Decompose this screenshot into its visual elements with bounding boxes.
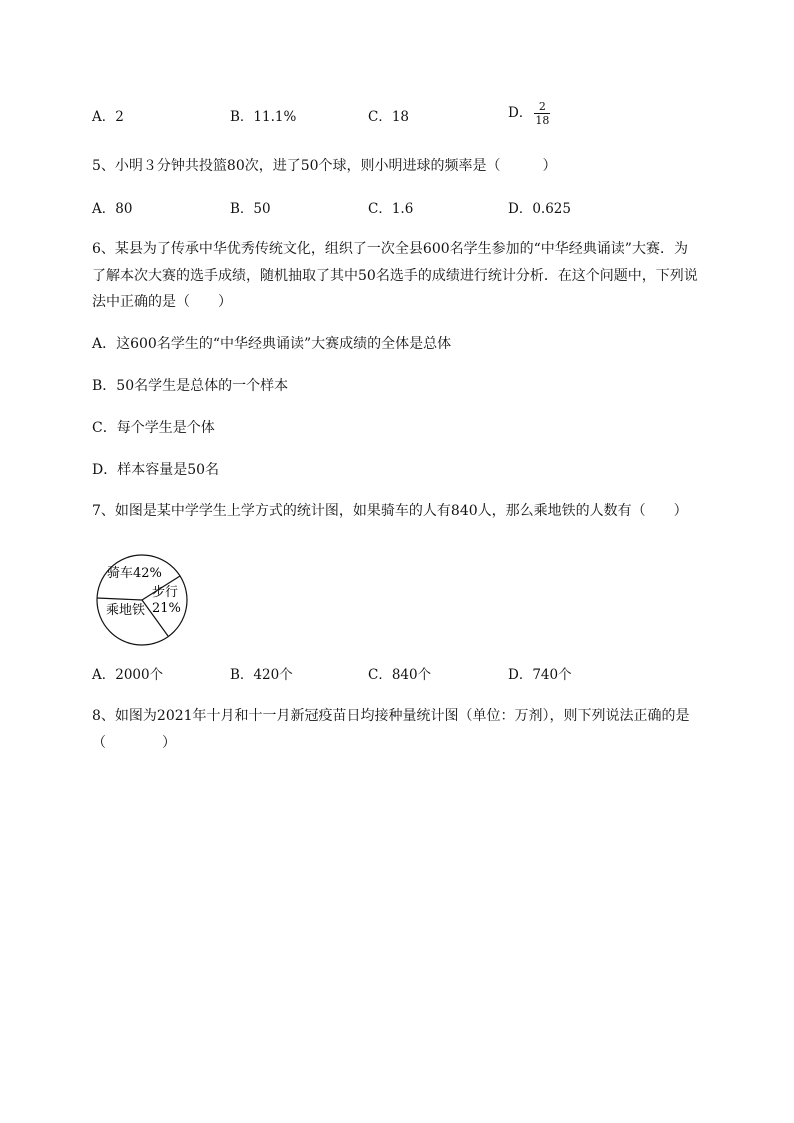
q7-option-d: D．740个 [508,667,572,683]
q6-option-d: D．样本容量是50名 [92,462,220,478]
q4-option-d-fraction [534,100,550,127]
q5-option-a: A．80 [92,201,133,217]
q4-option-a: A．2 [92,109,124,125]
q8-stem-line2: （ ） [92,735,176,751]
q5-option-d: D．0.625 [508,201,571,217]
q6-option-c: C．每个学生是个体 [92,420,215,436]
q7-option-b: B．420个 [230,667,293,683]
pie-label-bike: 骑车42% [107,566,162,581]
q4-option-d [508,100,550,127]
pie-label-walk-line1: 步行 [152,585,179,600]
q4-option-d-prefix: D． [508,105,533,121]
q5-option-b: B．50 [230,201,271,217]
transport-pie-chart [88,550,198,650]
q5-option-c: C．1.6 [368,201,414,217]
q4-option-b: B．11.1% [230,109,297,125]
q7-option-a: A．2000个 [92,667,164,683]
q4-option-c: C．18 [368,109,410,125]
q6-stem-line2: 了解本次大赛的选手成绩，随机抽取了其中50名选手的成绩进行统计分析．在这个问题中，下列说 [92,268,698,284]
q5-stem: 5、小明３分钟共投篮80次，进了50个球，则小明进球的频率是（ ） [92,158,557,174]
pie-divider-3 [97,598,142,600]
pie-label-walk-line2: 21% [152,601,181,616]
fraction-numerator: 2 [538,100,546,113]
q7-stem: 7、如图是某中学学生上学方式的统计图，如果骑车的人有840人，那么乘地铁的人数有（ ） [92,503,688,519]
q6-option-a: A．这600名学生的“中华经典诵读”大赛成绩的全体是总体 [92,336,452,352]
q6-stem-line3: 法中正确的是（ ） [92,294,232,310]
q6-stem-line1: 6、某县为了传承中华优秀传统文化，组织了一次全县600名学生参加的“中华经典诵读”大赛．为 [92,241,688,257]
fraction-denominator: 18 [535,114,550,127]
pie-label-subway: 乘地铁 [106,603,146,618]
q6-option-b: B．50名学生是总体的一个样本 [92,378,289,394]
q8-stem-line1: 8、如图为2021年十月和十一月新冠疫苗日均接种量统计图（单位：万剂），则下列说法正确的是 [92,708,690,724]
q7-option-c: C．840个 [368,667,432,683]
